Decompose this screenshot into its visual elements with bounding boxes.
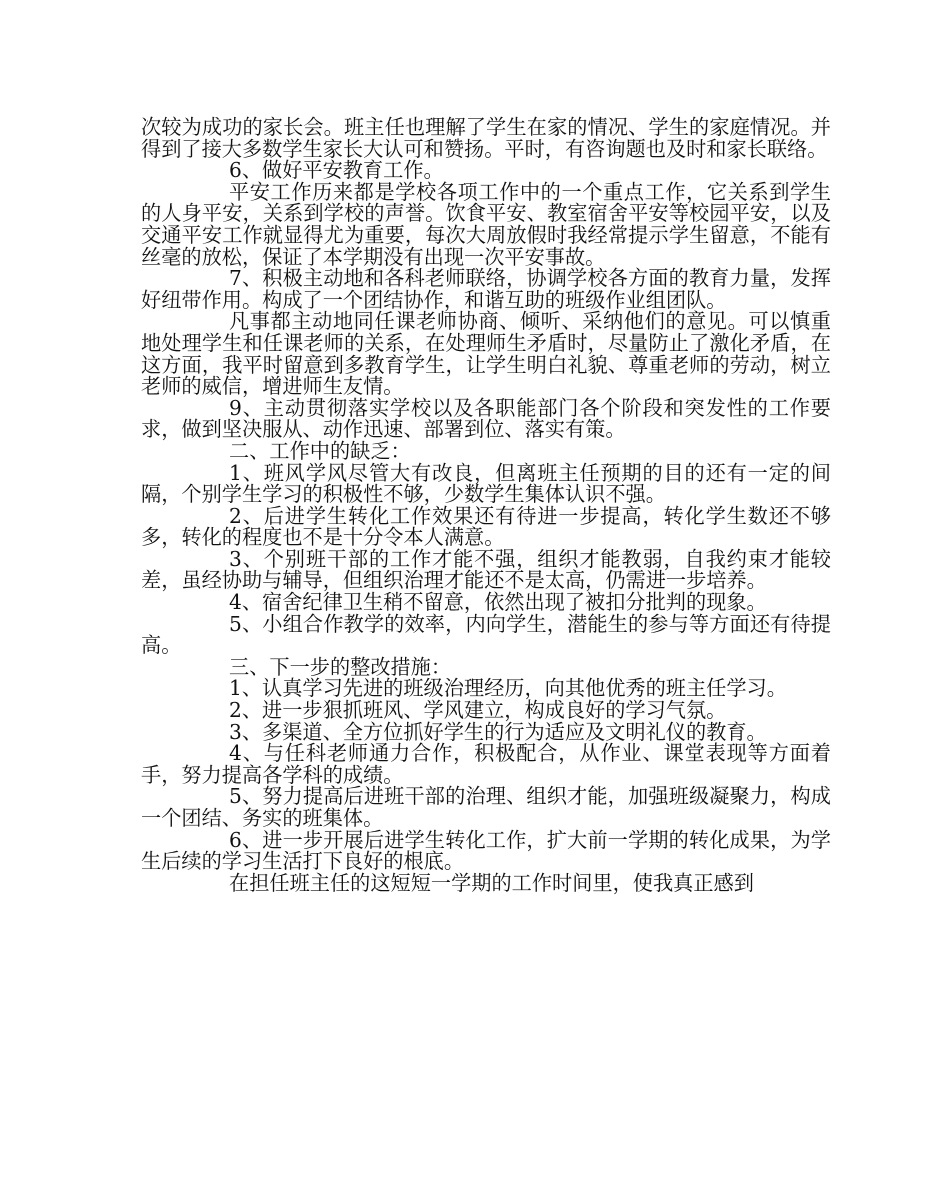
paragraph-parent-meeting: 次较为成功的家长会。班主任也理解了学生在家的情况、学生的家庭情况。并得到了接大多数学生家长大认可和赞扬。平时，有咨询题也及时和家长联络。: [141, 115, 831, 161]
paragraph-teacher-consultation: 凡事都主动地同任课老师协商、倾听、采纳他们的意见。可以慎重地处理学生和任课老师的关系，在处理师生矛盾时，尽量防止了激化矛盾，在这方面，我平时留意到多教育学生，让学生明白礼貌、尊重老师的劳动，树立老师的威信，增进师生友情。: [141, 309, 831, 399]
shortcoming-item-2: 2、后进学生转化工作效果还有待进一步提高，转化学生数还不够多，转化的程度也不是十分令本人满意。: [141, 503, 831, 550]
heading-safety-education: 6、做好平安教育工作。: [229, 158, 444, 183]
measure-item-1: 1、认真学习先进的班级治理经历，向其他优秀的班主任学习。: [229, 676, 787, 701]
paragraph-safety-work: 平安工作历来都是学校各项工作中的一个重点工作，它关系到学生的人身平安，关系到学校的声誉。饮食平安、教室宿舍平安等校园平安，以及交通平安工作就显得尤为重要，每次大周放假时我经常提示学生留意，不能有丝毫的放松，保证了本学期没有出现一次平安事故。: [141, 179, 831, 269]
section-heading-measures: 三、下一步的整改措施：: [229, 654, 452, 679]
measure-item-5: 5、努力提高后进班干部的治理、组织才能，加强班级凝聚力，构成一个团结、务实的班集体。: [141, 784, 831, 830]
shortcoming-item-3: 3、个别班干部的工作才能不强，组织才能教弱，自我约束才能较差，虽经协助与辅导，但组织治理才能还不是太高，仍需进一步培养。: [141, 546, 831, 593]
shortcoming-item-1: 1、班风学风尽管大有改良，但离班主任预期的目的还有一定的间隔，个别学生学习的积极性不够，少数学生集体认识不强。: [141, 460, 831, 507]
measure-item-2: 2、进一步狠抓班风、学风建立，构成良好的学习气氛。: [229, 698, 727, 723]
document-body: [141, 117, 831, 894]
measure-item-6: 6、进一步开展后进学生转化工作，扩大前一学期的转化成果，为学生后续的学习生活打下良好的根底。: [141, 827, 831, 874]
paragraph-teacher-liaison: 7、积极主动地和各科老师联络，协调学校各方面的教育力量，发挥好纽带作用。构成了一个团结协作，和谐互助的班级作业组团队。: [141, 266, 831, 312]
measure-item-4: 4、与任科老师通力合作，积极配合，从作业、课堂表现等方面着手，努力提高各学科的成绩。: [141, 741, 831, 787]
paragraph-closing: 在担任班主任的这短短一学期的工作时间里，使我真正感到: [229, 870, 754, 895]
section-heading-shortcomings: 二、工作中的缺乏：: [229, 438, 411, 463]
paragraph-implement-requirements: 9、主动贯彻落实学校以及各职能部门各个阶段和突发性的工作要求，做到坚决服从、动作迅速、部署到位、落实有策。: [141, 395, 831, 442]
measure-item-3: 3、多渠道、全方位抓好学生的行为适应及文明礼仪的教育。: [229, 719, 767, 744]
shortcoming-item-4: 4、宿舍纪律卫生稍不留意，依然出现了被扣分批判的现象。: [229, 590, 767, 615]
shortcoming-item-5: 5、小组合作教学的效率，内向学生，潜能生的参与等方面还有待提高。: [141, 611, 831, 658]
